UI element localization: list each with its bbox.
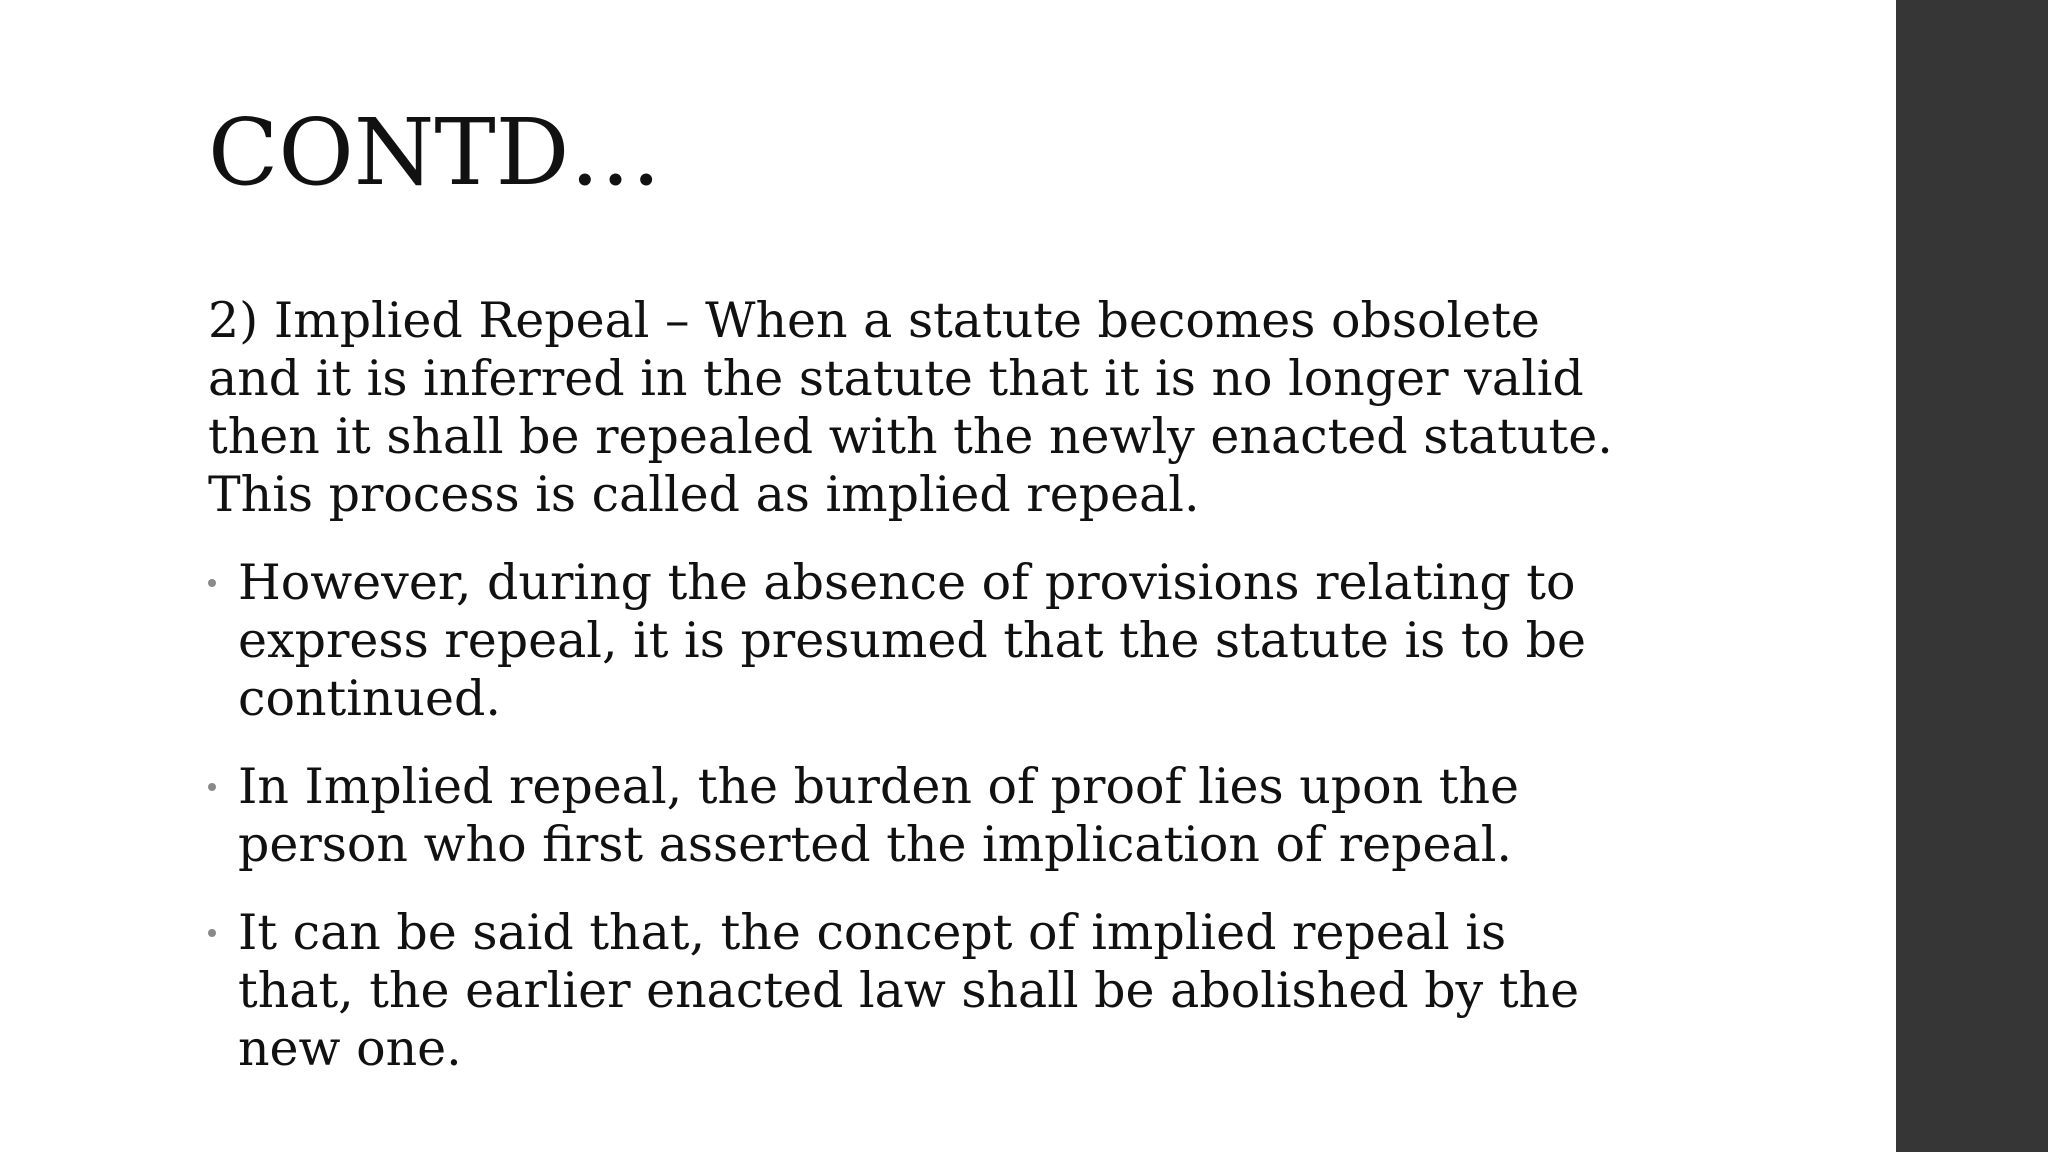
- bullet-icon: [208, 783, 216, 791]
- bullet-text: However, during the absence of provisions relating to express repeal, it is presumed that the statute is to be continued.: [238, 554, 1586, 727]
- slide-content: [208, 292, 1628, 1108]
- slide-title: CONTD…: [208, 99, 662, 206]
- bullet-item: [208, 758, 1628, 874]
- bullet-icon: [208, 929, 216, 937]
- body-paragraph: 2) Implied Repeal – When a statute becomes obsolete and it is inferred in the statute that it is no longer valid then it shall be repealed with the newly enacted statute. This process is called as implied repeal.: [208, 292, 1613, 523]
- side-accent-bar: [1896, 0, 2048, 1152]
- bullet-item: [208, 904, 1628, 1078]
- bullet-text: In Implied repeal, the burden of proof lies upon the person who first asserted the implication of repeal.: [238, 758, 1520, 873]
- bullet-list: [208, 554, 1628, 1078]
- bullet-text: It can be said that, the concept of implied repeal is that, the earlier enacted law shall be abolished by the new one.: [238, 904, 1580, 1077]
- bullet-item: [208, 554, 1628, 728]
- bullet-icon: [208, 579, 216, 587]
